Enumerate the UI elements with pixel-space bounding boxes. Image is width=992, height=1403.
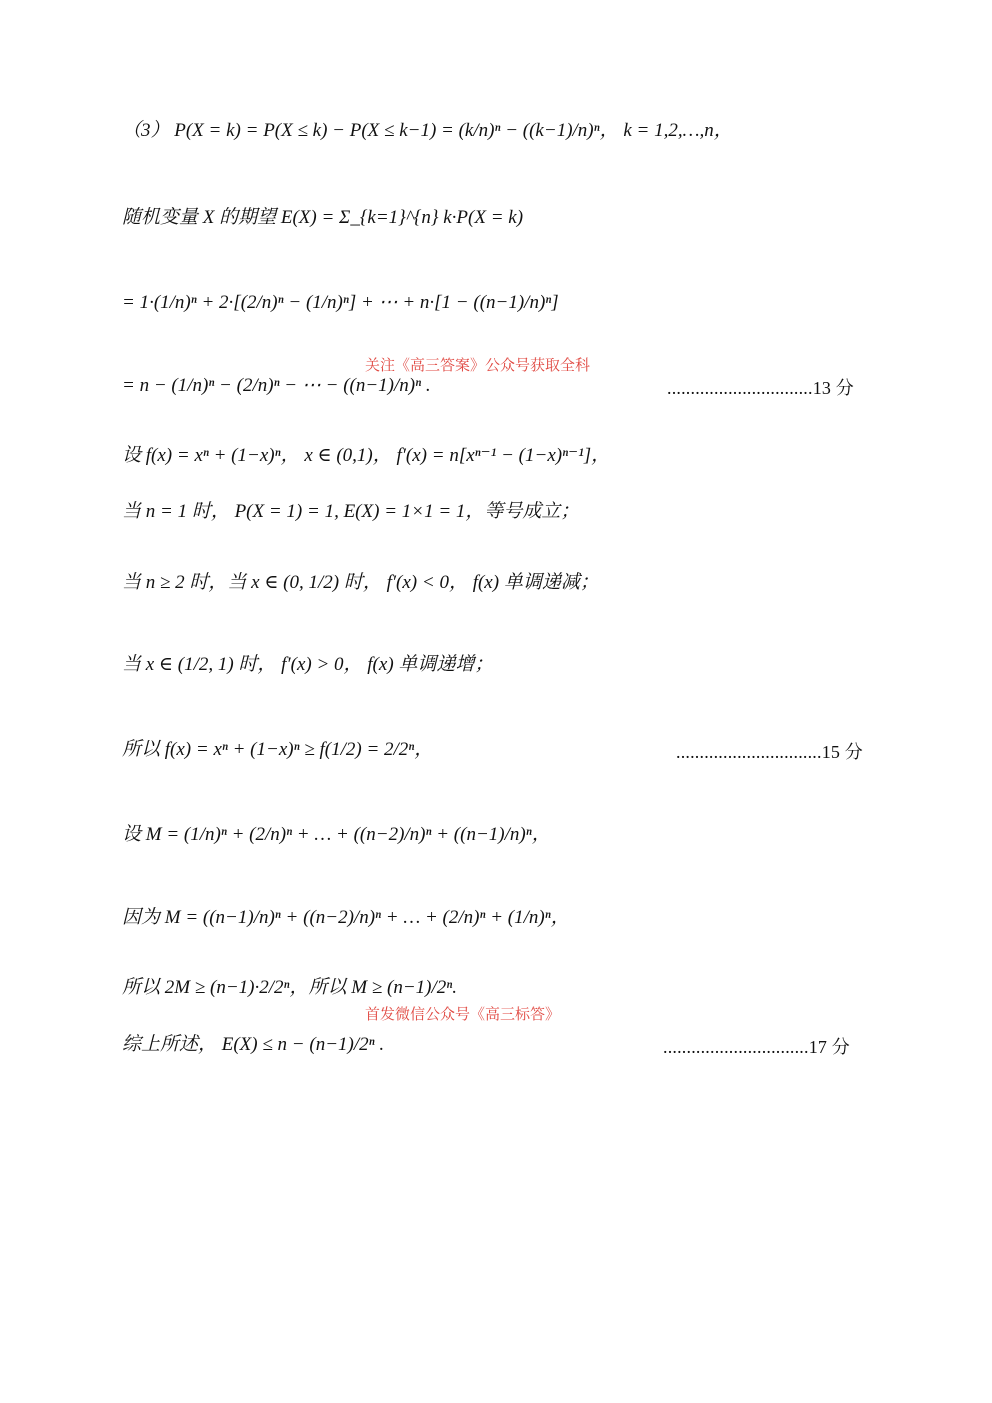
define-function-f: 设 f(x) = xⁿ + (1−x)ⁿ， x ∈ (0,1)， f′(x) = n[xⁿ⁻¹ − (1−x)ⁿ⁻¹]， (122, 445, 611, 466)
case-n-equals-1: 当 n = 1 时， P(X = 1) = 1, E(X) = 1×1 = 1，等号成立； (122, 501, 580, 522)
minimum-of-f: 所以 f(x) = xⁿ + (1−x)ⁿ ≥ f(1/2) = 2/2ⁿ， (122, 739, 434, 760)
score-13: ...............................13 分 (667, 378, 854, 398)
case-decreasing: 当 n ≥ 2 时，当 x ∈ (0, 1/2) 时， f′(x) < 0， f(x) 单调递减； (122, 572, 599, 593)
define-M: 设 M = (1/n)ⁿ + (2/n)ⁿ + … + ((n−2)/n)ⁿ + ((n−1)/n)ⁿ， (122, 824, 551, 845)
M-reversed: 因为 M = ((n−1)/n)ⁿ + ((n−2)/n)ⁿ + … + (2/n)ⁿ + (1/n)ⁿ， (122, 907, 570, 928)
watermark-bottom: 首发微信公众号《高三标答》 (365, 1005, 561, 1023)
score-17: ...............................17 分 (663, 1037, 850, 1057)
case-increasing: 当 x ∈ (1/2, 1) 时， f′(x) > 0， f(x) 单调递增； (122, 654, 494, 675)
watermark-top: 关注《高三答案》公众号获取全科 (365, 356, 591, 374)
expectation-expansion: = 1·(1/n)ⁿ + 2·[(2/n)ⁿ − (1/n)ⁿ] + ⋯ + n·[1 − ((n−1)/n)ⁿ] (122, 292, 559, 313)
score-15: ...............................15 分 (676, 742, 863, 762)
solution-part-3-probability: （3） P(X = k) = P(X ≤ k) − P(X ≤ k−1) = (k/n)ⁿ − ((k−1)/n)ⁿ， k = 1,2,…,n， (122, 120, 733, 141)
M-bound: 所以 2M ≥ (n−1)·2/2ⁿ，所以 M ≥ (n−1)/2ⁿ. (122, 977, 457, 998)
conclusion: 综上所述， E(X) ≤ n − (n−1)/2ⁿ . (122, 1034, 385, 1055)
expectation-simplified: = n − (1/n)ⁿ − (2/n)ⁿ − ⋯ − ((n−1)/n)ⁿ . (122, 375, 431, 396)
expectation-definition: 随机变量 X 的期望 E(X) = Σ_{k=1}^{n} k·P(X = k) (122, 207, 524, 228)
